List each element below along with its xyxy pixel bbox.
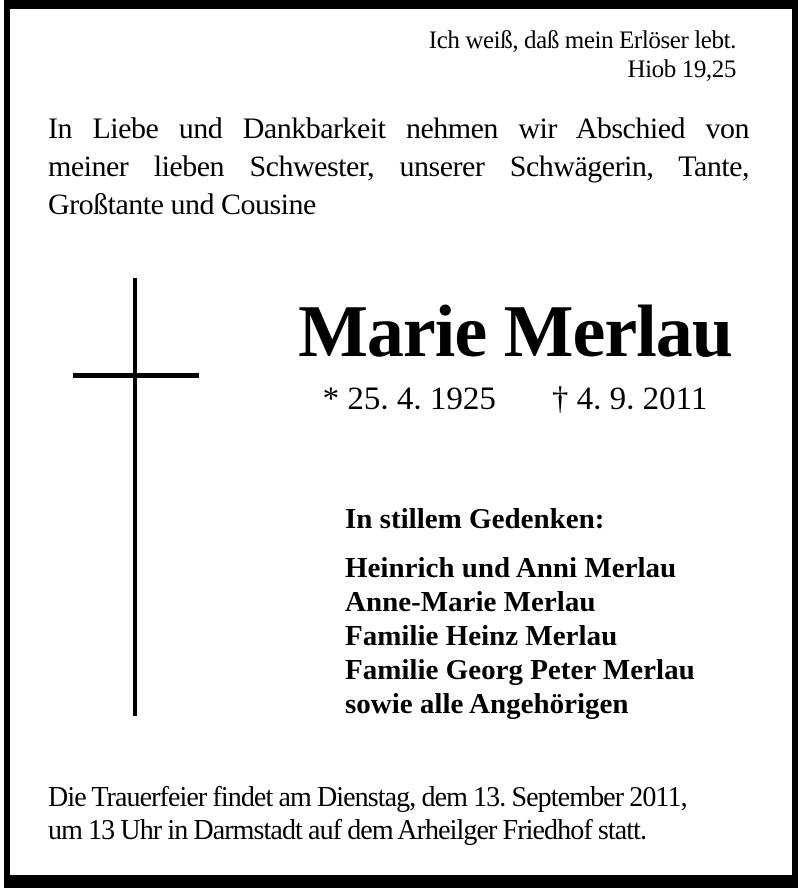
intro-line: In Liebe und Dankbarkeit nehmen wir Abschied von [48, 112, 749, 145]
life-dates [268, 378, 762, 420]
mourner-name: Anne-Marie Merlau [345, 586, 596, 618]
scripture-source: Hiob 19,25 [627, 56, 736, 83]
cross-icon [73, 278, 199, 716]
mourner-name: Heinrich und Anni Merlau [345, 552, 677, 584]
scripture-block [429, 26, 736, 84]
funeral-line: um 13 Uhr in Darmstadt auf dem Arheilger Friedhof statt. [48, 815, 647, 846]
mourner-name: Familie Heinz Merlau [345, 620, 618, 652]
death-date: † 4. 9. 2011 [551, 381, 708, 417]
mourner-name: sowie alle Angehörigen [345, 688, 629, 720]
deceased-name: Marie Merlau [298, 291, 732, 373]
scripture-quote: Ich weiß, daß mein Erlöser lebt. [428, 27, 736, 54]
cross-vertical-bar [133, 278, 137, 716]
mourner-name: Familie Georg Peter Merlau [345, 654, 695, 686]
intro-line: Großtante und Cousine [48, 188, 316, 221]
memorial-heading: In stillem Gedenken: [345, 503, 605, 535]
memorial-block [345, 502, 695, 721]
deceased-block [268, 291, 762, 420]
intro-line: meiner lieben Schwester, unserer Schwägerin, Tante, [48, 150, 749, 183]
cross-horizontal-bar [73, 373, 199, 378]
funeral-notice [48, 781, 753, 847]
intro-paragraph [48, 110, 749, 224]
funeral-line: Die Trauerfeier findet am Dienstag, dem 13. September 2011, [48, 782, 687, 813]
birth-date: * 25. 4. 1925 [322, 381, 496, 417]
